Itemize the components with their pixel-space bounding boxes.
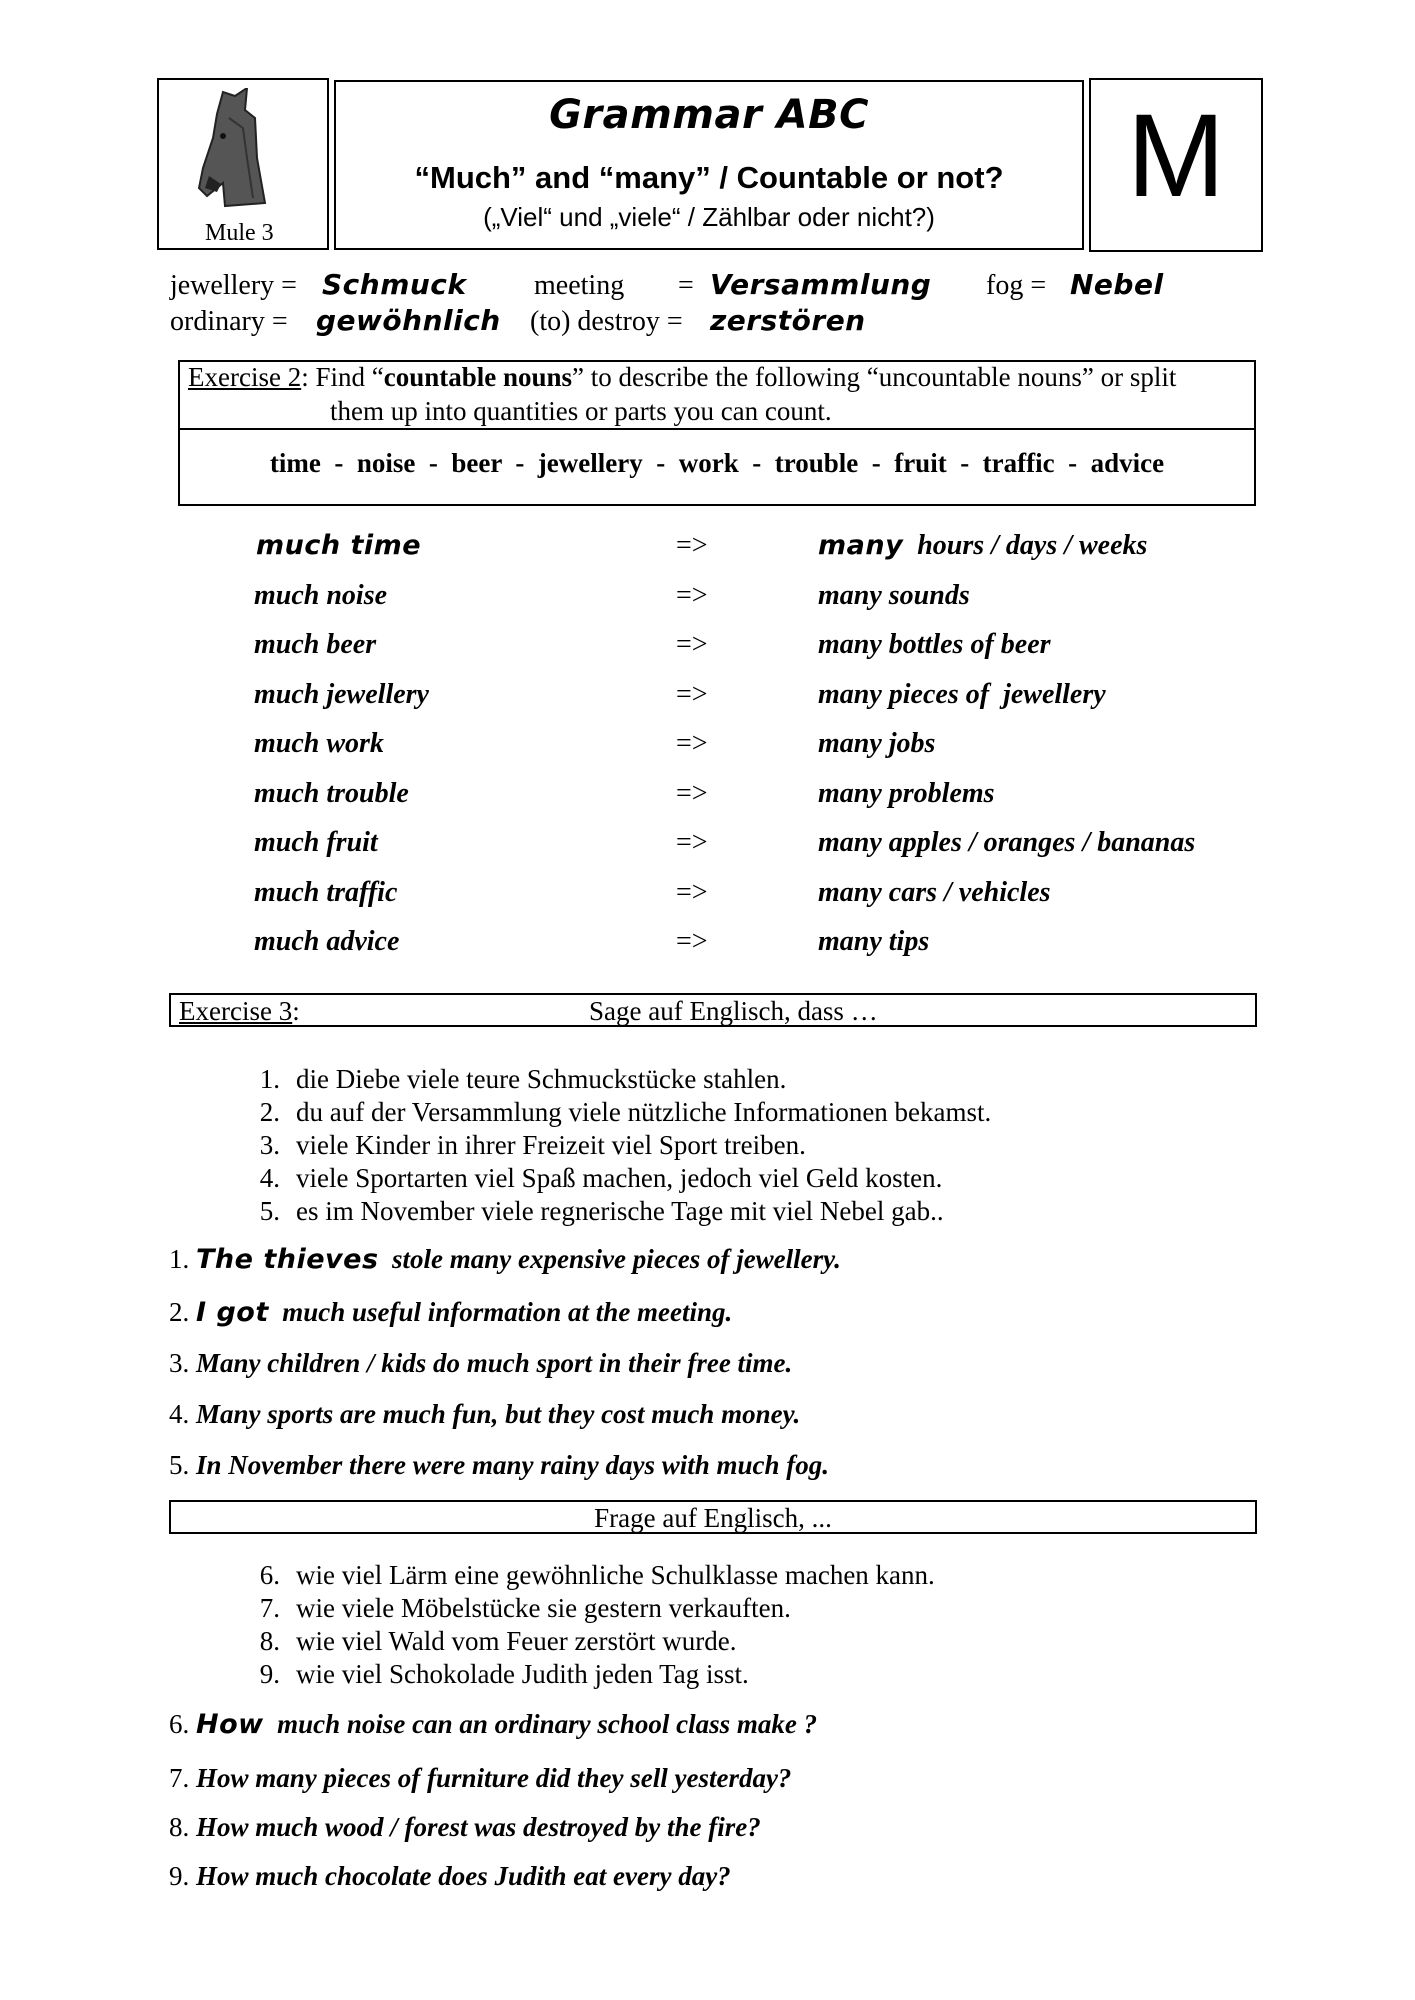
answer-number: 5. [169, 1450, 190, 1480]
pair-left: much advice [254, 926, 400, 957]
exercise-2-instruction [188, 362, 1176, 393]
pair-arrow: => [676, 530, 708, 561]
pair-right: many cars / vehicles [818, 877, 1051, 908]
vocab-translation: Nebel [1070, 268, 1164, 301]
exercise-2-label: Exercise 2 [188, 362, 302, 392]
answer-number: 9. [169, 1861, 190, 1891]
page-subtitle: “Much” and “many” / Countable or not? [414, 160, 1004, 195]
pair-arrow: => [676, 580, 708, 611]
page-title: Grammar ABC [549, 92, 869, 138]
item-number: 6. [259, 1560, 280, 1590]
item-text: du auf der Versammlung viele nützliche Informationen bekamst. [296, 1097, 992, 1127]
item-number: 3. [259, 1130, 280, 1160]
pair-left: much time [256, 530, 422, 561]
answer-line [169, 1861, 731, 1892]
answer-number: 6. [169, 1709, 190, 1739]
instruction-text: : Find “ [301, 362, 384, 392]
pair-right: many jobs [818, 728, 936, 759]
pair-arrow: => [676, 679, 708, 710]
divider [180, 428, 1254, 430]
pair-right: many problems [818, 778, 995, 809]
exercise-3-instruction: Sage auf Englisch, dass … [589, 996, 878, 1026]
answer-number: 4. [169, 1399, 190, 1429]
vocab-translation: gewöhnlich [316, 304, 501, 337]
vocab-term: ordinary = [170, 306, 288, 337]
item-text: wie viele Möbelstücke sie gestern verkauften. [296, 1593, 791, 1623]
item-text: wie viel Schokolade Judith jeden Tag isst. [296, 1659, 749, 1689]
answer-number: 8. [169, 1812, 190, 1842]
item-number: 7. [259, 1593, 280, 1623]
answer-text: How much chocolate does Judith eat every day? [196, 1861, 731, 1891]
item-number: 9. [259, 1659, 280, 1689]
exercise-3b-bar [169, 1500, 1257, 1534]
pair-left: much jewellery [254, 679, 429, 710]
item-text: die Diebe viele teure Schmuckstücke stahlen. [296, 1064, 787, 1094]
pair-left: much work [254, 728, 384, 759]
exercise-2-instruction-line2: them up into quantities or parts you can count. [330, 396, 832, 426]
pair-right: many sounds [818, 580, 970, 611]
answer-line [169, 1348, 792, 1379]
answer-number: 1. [169, 1244, 190, 1274]
vocab-term: (to) destroy = [530, 306, 683, 337]
item-number: 5. [259, 1196, 280, 1226]
answer-line [169, 1763, 791, 1794]
item-number: 2. [259, 1097, 280, 1127]
answer-number: 2. [169, 1297, 190, 1327]
answer-text: How much wood / forest was destroyed by the fire? [196, 1812, 761, 1842]
vocab-term: fog = [986, 270, 1047, 301]
answer-line [169, 1297, 732, 1328]
answer-text: Many children / kids do much sport in their free time. [196, 1348, 793, 1378]
answer-line [169, 1812, 761, 1843]
answer-line [169, 1244, 841, 1275]
vocab-term: meeting [534, 270, 625, 301]
vocab-term: jewellery = [170, 270, 297, 301]
exercise-3-colon: : [292, 996, 300, 1026]
pair-arrow: => [676, 926, 708, 957]
item-text: viele Sportarten viel Spaß machen, jedoch viel Geld kosten. [296, 1163, 943, 1193]
answer-text: In November there were many rainy days with much fog. [196, 1450, 829, 1480]
item-text: es im November viele regnerische Tage mit viel Nebel gab.. [296, 1196, 944, 1226]
answer-line [169, 1399, 800, 1430]
vocab-translation: Schmuck [322, 268, 467, 301]
item-text: viele Kinder in ihrer Freizeit viel Sport treiben. [296, 1130, 806, 1160]
mule-head-icon [195, 88, 275, 208]
pair-arrow: => [676, 877, 708, 908]
vocab-translation: zerstören [710, 304, 866, 337]
answer-lead: I got [196, 1297, 269, 1328]
logo-box [157, 78, 329, 250]
pair-right [818, 530, 1147, 562]
pair-right-lead: many [818, 530, 904, 561]
answer-text: Many sports are much fun, but they cost much money. [196, 1399, 801, 1429]
pair-arrow: => [676, 728, 708, 759]
pair-left: much beer [254, 629, 377, 660]
pair-left: much fruit [254, 827, 378, 858]
title-box [334, 80, 1084, 250]
pair-arrow: => [676, 778, 708, 809]
answer-text: stole many expensive pieces of jewellery. [378, 1244, 841, 1274]
pair-right: many bottles of beer [818, 629, 1051, 660]
logo-caption: Mule 3 [205, 220, 274, 246]
exercise-3-bar [169, 993, 1257, 1027]
page-subtitle-german: („Viel“ und „viele“ / Zählbar oder nicht?) [483, 202, 935, 232]
exercise-3b-instruction: Frage auf Englisch, ... [594, 1503, 832, 1533]
item-text: wie viel Lärm eine gewöhnliche Schulklasse machen kann. [296, 1560, 935, 1590]
item-number: 8. [259, 1626, 280, 1656]
answer-text: much useful information at the meeting. [268, 1297, 733, 1327]
instruction-bold: countable nouns [383, 362, 573, 392]
pair-right: many tips [818, 926, 930, 957]
exercise-3-label: Exercise 3 [179, 996, 293, 1026]
answer-line [169, 1450, 829, 1481]
word-list: time - noise - beer - jewellery - work - trouble - fruit - traffic - advice [269, 448, 1165, 478]
item-number: 4. [259, 1163, 280, 1193]
instruction-text: ” to describe the following “uncountable nouns” or split [572, 362, 1177, 392]
vocab-equals: = [678, 270, 694, 301]
pair-right: many pieces of jewellery [818, 679, 1106, 710]
exercise-3-label-wrap [179, 996, 300, 1027]
item-number: 1. [259, 1064, 280, 1094]
section-letter: M [1126, 90, 1226, 222]
answer-number: 7. [169, 1763, 190, 1793]
exercise-2-box [178, 360, 1256, 506]
answer-text: much noise can an ordinary school class make ? [263, 1709, 818, 1739]
vocab-translation: Versammlung [710, 268, 932, 301]
pair-left: much trouble [254, 778, 409, 809]
answer-text: How many pieces of furniture did they sell yesterday? [196, 1763, 792, 1793]
answer-lead: How [196, 1709, 264, 1740]
answer-lead: The thieves [196, 1244, 379, 1275]
answer-line [169, 1709, 817, 1740]
pair-left: much traffic [254, 877, 398, 908]
letter-box [1089, 78, 1263, 252]
item-text: wie viel Wald vom Feuer zerstört wurde. [296, 1626, 737, 1656]
pair-arrow: => [676, 629, 708, 660]
pair-right: many apples / oranges / bananas [818, 827, 1196, 858]
pair-arrow: => [676, 827, 708, 858]
answer-number: 3. [169, 1348, 190, 1378]
pair-left: much noise [254, 580, 388, 611]
pair-right-text: hours / days / weeks [903, 530, 1148, 561]
